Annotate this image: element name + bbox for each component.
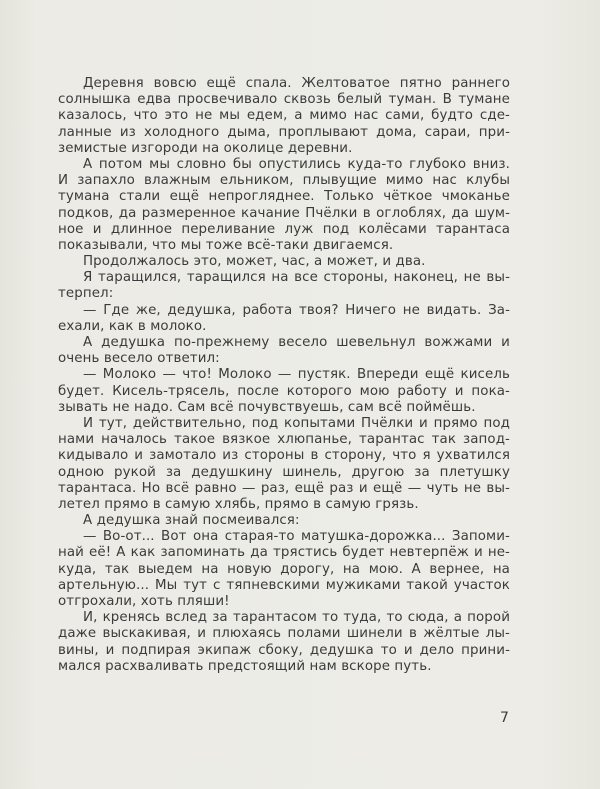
text-line: Я таращился, таращился на все стороны, наконец, не вы- bbox=[83, 270, 510, 286]
paragraph bbox=[58, 610, 510, 675]
text-line: — Где же, дедушка, работа твоя? Ничего не видать. За- bbox=[83, 302, 510, 318]
text-line: ланные из холодного дыма, проплывают дома, сараи, при- bbox=[58, 124, 510, 140]
text-line: зывать не надо. Сам всё почувствуешь, сам всё поймёшь. bbox=[58, 399, 476, 415]
paragraph bbox=[58, 416, 510, 513]
text-line: будет. Кисель-трясель, после которого мою работу и пока- bbox=[58, 383, 510, 399]
text-line: даже выскакивая, и плюхаясь полами шинели в жёлтые лы- bbox=[58, 626, 510, 642]
text-line: артельную... Мы тут с тяпневскими мужиками такой участок bbox=[58, 577, 510, 593]
text-line: тумана стали ещё непрогляднее. Только чёткое чмоканье bbox=[58, 189, 510, 205]
text-line: А дедушка по-прежнему весело шевельнул вожжами и bbox=[83, 335, 510, 350]
text-line: Деревня вовсю ещё спала. Желтоватое пятно раннего bbox=[83, 76, 510, 91]
text-line: нами началось такое вязкое хлюпанье, тарантас так запод- bbox=[58, 432, 510, 448]
text-line: най её! А как запоминать да трястись будет невтерпёж и не- bbox=[58, 545, 510, 561]
text-line: тарантаса. Но всё равно — раз, ещё раз и ещё — чуть не вы- bbox=[58, 480, 510, 496]
text-line: — Во-от... Вот она старая-то матушка-дорожка... Запоми- bbox=[83, 529, 510, 545]
text-line: летел прямо в самую хлябь, прямо в самую грязь. bbox=[58, 496, 419, 512]
text-line: солнышка едва просвечивало сквозь белый туман. В тумане bbox=[58, 92, 510, 108]
page-number: 7 bbox=[500, 710, 509, 726]
text-line: одною рукой за дедушкину шинель, другою за плетушку bbox=[58, 464, 510, 480]
text-line: подков, да размеренное качание Пчёлки в оглоблях, да шум- bbox=[58, 205, 510, 221]
text-line: земистые изгороди на околице деревни. bbox=[58, 140, 353, 156]
text-line: А дедушка знай посмеивался: bbox=[83, 513, 300, 529]
text-line: И тут, действительно, под копытами Пчёлки и прямо под bbox=[83, 415, 510, 431]
paragraph bbox=[58, 76, 510, 157]
paragraph bbox=[58, 254, 510, 270]
text-line: ехали, как в молоко. bbox=[58, 318, 207, 334]
text-line: — Молоко — что! Молоко — пустяк. Впереди ещё кисель bbox=[83, 367, 510, 383]
text-line: ное и длинное переливание луж под колёсами тарантаса bbox=[58, 221, 510, 237]
paragraph bbox=[58, 513, 510, 529]
text-line: И, кренясь вслед за тарантасом то туда, то сюда, а порой bbox=[83, 610, 510, 626]
text-line: мался расхваливать предстоящий нам вскоре путь. bbox=[58, 658, 432, 674]
paragraph bbox=[58, 303, 510, 335]
text-line: Продолжалось это, может, час, а может, и два. bbox=[83, 254, 426, 270]
text-line: показывали, что мы тоже всё-таки двигаемся. bbox=[58, 237, 394, 253]
body-text bbox=[58, 76, 510, 675]
text-line: терпел: bbox=[58, 286, 114, 302]
paragraph bbox=[58, 335, 510, 367]
text-line: кидывало и замотало из стороны в сторону, что я ухватился bbox=[58, 448, 510, 464]
text-line: вины, и подпирая экипаж сбоку, дедушка то и дело прини- bbox=[58, 642, 510, 658]
paragraph bbox=[58, 157, 510, 254]
text-line: И запахло влажным ельником, плывущие мимо нас клубы bbox=[58, 173, 510, 189]
text-line: куда, так выедем на новую дорогу, на мою. А вернее, на bbox=[58, 561, 510, 577]
text-line: очень весело ответил: bbox=[58, 351, 220, 367]
text-line: А потом мы словно бы опустились куда-то глубоко вниз. bbox=[83, 156, 510, 172]
paragraph bbox=[58, 270, 510, 302]
paragraph bbox=[58, 367, 510, 416]
text-line: отгрохали, хоть пляши! bbox=[58, 594, 230, 609]
text-line: казалось, что это не мы едем, а мимо нас сами, будто сде- bbox=[58, 108, 510, 124]
paragraph bbox=[58, 529, 510, 610]
